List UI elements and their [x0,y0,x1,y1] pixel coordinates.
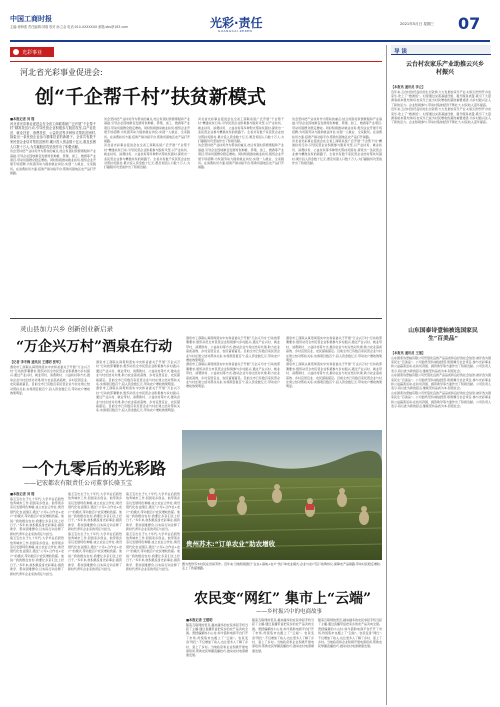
sidebar-label: 导 读 [394,48,407,55]
bottom-left-article [10,456,180,706]
bl-body-2b: 骆玉宝出生于九十年代,大学毕业后毅然放弃城市工作,回到家乡创业。他带领乡亲们发展特色种植,成立农业合作社,建设现代化农业园区,通过“公司+合作社+农户”的模式,带动数百户农民增收致富。他说:“我的根在农村,我要让乡亲们过上好日子。”多年来,他积极投身光彩事业,捐资助学、帮扶困难群众,以实际行动诠释了新时代青年企业家的责任与担当。 [68,531,122,571]
sidebar-story2-body-c: 山东国泰诗壹轴有限公司凭借优良的产品品质和良好的社会信誉,被评选为国家民生“百美品”。公司始终坚持诚信经营,积极履行社会责任,参与光彩事业和公益慈善活动,在扶贫济困、捐资助学等方面作出了积极贡献。公司负责人表示,将以此为新的起点,继续坚持品质为本,回报社会。 [391,390,491,409]
photo-caption: 图为贵州苏木村民在田间劳作。近年来,当地积极推行“企业+基地+农户”的订单农业模式,企业与农户签订收购协议,保障农产品销路,带动村民稳定增收,走上了致富道路。 [182,562,381,571]
bl-col-1 [10,492,64,704]
sidebar-story2-byline: 【本报讯 通讯员 王强】 [391,351,426,355]
bl-sub: ——记宏都农有限责任公司董事长骆玉宝 [24,480,133,487]
middle-body-col3b: 酒泉市工商联认真贯彻落实中央和省委关于开展“万企兴万村”行动的部署要求,组织动员全市民营企业积极参与乡村振兴,通过产业兴村、就业带村、消费助村、公益扶村等方式,推动企业与村庄结对共建,助力农业高质高效、乡村宜居宜业、农民富裕富足。目前全市已有数百家民营企业与村庄建立结对帮扶关系,实施项目数百个,投入资金数亿元,带动农户增收效果明显。 [186,362,280,389]
br-body-2: 随着互联网的普及,越来越多的农民拿起手机当起了主播,通过直播带货把家乡的农产品卖向全国。曾经偏僻的小山村,如今借助电商平台打开了市场,传统集市也搬上了“云端”。农民变身“网红”,不仅增加了收入,也让更多人了解了乡村、爱上了乡村。当地政府和企业积极开展电商培训,帮助农民掌握直播技巧,推动农村电商健康发展。 [252,618,314,653]
br-col-1 [186,618,248,706]
top-body-a-col3: 河北省光彩事业促进会在全省工商联系统广泛开展“千企帮千村”精准扶贫行动,引导民营企业积极参与脱贫攻坚,以产业扶贫、就业扶贫、消费扶贫、公益扶贫等多种形式帮扶贫困村,探索出一条民营企业参与精准扶贫的新路子。全省共有数千家民营企业结对帮扶贫困村,累计投入资金数十亿元,惠及贫困人口数十万人,为打赢脱贫攻坚战作出了积极贡献。 [198,117,284,144]
sidebar-story2-body: 山东国泰诗壹轴有限公司凭借优良的产品品质和良好的社会信誉,被评选为国家民生“百美品”。公司始终坚持诚信经营,积极履行社会责任,参与光彩事业和公益慈善活动,在扶贫济困、捐资助学等方面作出了积极贡献。公司负责人表示,将以此为新的起点,继续坚持品质为本,回报社会。 [391,355,491,373]
bl-col-3 [126,492,180,704]
sidebar-header [391,45,491,55]
masthead-info: 主编:徐海燕 责任编辑:刘翔 校对:孙立金 电话:010-XXXXXXX 邮箱:zbs@163.com [10,25,129,29]
middle-byline: 【记者 李冬梅 通讯员 王建明 张华】 [10,360,63,364]
top-col-4 [292,117,382,300]
top-body-b-col2: 该会坚持把产业扶贫作为帮扶的重点,结合贫困村资源禀赋和产业基础,引导企业因地制宜发展特色种植、养殖、加工、旅游等产业项目,带动贫困群众稳定增收。同时积极推动就业扶贫,组织企业开展专场招聘,为贫困劳动力提供就业岗位,实现一人就业、全家脱贫。在消费扶贫方面,搭建产销对接平台,帮助贫困地区农产品打开销路。 [104,117,190,144]
sidebar-story2 [391,351,491,701]
sidebar-story1-byline: 【本报讯 通讯员 李立】 [391,85,426,89]
middle-headline: “万企兴万村”酒泉在行动 [16,339,173,355]
masthead-rule [10,40,490,42]
sidebar-story1-body-b: 近年来,云台村依托良好的生态资源,大力发展农家乐产业,村民们纷纷开办农家乐,吃上了“旅游饭”。村里通过完善基础设施、提升服务质量,吸引了大量游客前来观光休闲,农家乐已成为村民增收致富的重要途径,为乡村振兴注入了新的活力。企业积极参与,带动村集体经济不断壮大,村民收入逐年提高。 [391,107,491,125]
br-byline: ■本报记者 王建明 [186,618,213,622]
tag-icon [13,49,19,55]
bl-body-1b: 骆玉宝出生于九十年代,大学毕业后毅然放弃城市工作,回到家乡创业。他带领乡亲们发展特色种植,成立农业合作社,建设现代化农业园区,通过“公司+合作社+农户”的模式,带动数百户农民增收致富。他说:“我的根在农村,我要让乡亲们过上好日子。”多年来,他积极投身光彩事业,捐资助学、帮扶困难群众,以实际行动诠释了新时代青年企业家的责任与担当。 [10,536,64,576]
top-headline: 创“千企帮千村”扶贫新模式 [35,86,266,108]
news-photo [182,430,382,560]
sidebar [391,45,491,705]
br-col-2 [252,618,314,706]
bl-body-3: 骆玉宝出生于九十年代,大学毕业后毅然放弃城市工作,回到家乡创业。他带领乡亲们发展特色种植,成立农业合作社,建设现代化农业园区,通过“公司+合作社+农户”的模式,带动数百户农民增收致富。他说:“我的根在农村,我要让乡亲们过上好日子。”多年来,他积极投身光彩事业,捐资助学、帮扶困难群众,以实际行动诠释了新时代青年企业家的责任与担当。 [126,492,180,532]
bl-body: 骆玉宝出生于九十年代,大学毕业后毅然放弃城市工作,回到家乡创业。他带领乡亲们发展特色种植,成立农业合作社,建设现代化农业园区,通过“公司+合作社+农户”的模式,带动数百户农民增收致富。他说:“我的根在农村,我要让乡亲们过上好日子。”多年来,他积极投身光彩事业,捐资助学、帮扶困难群众,以实际行动诠释了新时代青年企业家的责任与担当。 [10,496,64,536]
br-col-3 [318,618,382,706]
top-body-a-col2: 河北省光彩事业促进会在全省工商联系统广泛开展“千企帮千村”精准扶贫行动,引导民营企业积极参与脱贫攻坚,以产业扶贫、就业扶贫、消费扶贫、公益扶贫等多种形式帮扶贫困村,探索出一条民营企业参与精准扶贫的新路子。全省共有数千家民营企业结对帮扶贫困村,累计投入资金数十亿元,惠及贫困人口数十万人,为打赢脱贫攻坚战作出了积极贡献。 [104,143,190,170]
middle-col-1 [10,360,90,452]
sidebar-divider [386,45,387,705]
br-sub: ——乡村振兴中的电商故事 [256,609,323,615]
middle-col-2 [96,360,180,452]
bl-headline: 一个九零后的光彩路 [22,459,167,478]
middle-body-col4b: 酒泉市工商联认真贯彻落实中央和省委关于开展“万企兴万村”行动的部署要求,组织动员全市民营企业积极参与乡村振兴,通过产业兴村、就业带村、消费助村、公益扶村等方式,推动企业与村庄结对共建,助力农业高质高效、乡村宜居宜业、农民富裕富足。目前全市已有数百家民营企业与村庄建立结对帮扶关系,实施项目数百个,投入资金数亿元,带动农户增收效果明显。 [286,362,382,389]
bl-body-2: 骆玉宝出生于九十年代,大学毕业后毅然放弃城市工作,回到家乡创业。他带领乡亲们发展特色种植,成立农业合作社,建设现代化农业园区,通过“公司+合作社+农户”的模式,带动数百户农民增收致富。他说:“我的根在农村,我要让乡亲们过上好日子。”多年来,他积极投身光彩事业,捐资助学、帮扶困难群众,以实际行动诠释了新时代青年企业家的责任与担当。 [68,492,122,532]
br-body-3: 随着互联网的普及,越来越多的农民拿起手机当起了主播,通过直播带货把家乡的农产品卖向全国。曾经偏僻的小山村,如今借助电商平台打开了市场,传统集市也搬上了“云端”。农民变身“网红”,不仅增加了收入,也让更多人了解了乡村、爱上了乡村。当地政府和企业积极开展电商培训,帮助农民掌握直播技巧,推动农村电商健康发展。 [318,618,382,649]
photo-title: 贵州苏木:“订单农业”助农增收 [186,540,276,548]
br-headline: 农民变“网红” 集市上“云端” [194,591,372,607]
section-title: 光彩·责任 [210,16,263,30]
sidebar-story2-headline: 山东国泰诗壹轴被选国家民生“百美品” [408,328,478,342]
paper-name: 中国工商时报 [10,15,52,23]
top-col-1 [10,117,96,300]
bl-col-2 [68,492,122,704]
middle-body: 酒泉市工商联认真贯彻落实中央和省委关于开展“万企兴万村”行动的部署要求,组织动员全市民营企业积极参与乡村振兴,通过产业兴村、就业带村、消费助村、公益扶村等方式,推动企业与村庄结对共建,助力农业高质高效、乡村宜居宜业、农民富裕富足。目前全市已有数百家民营企业与村庄建立结对帮扶关系,实施项目数百个,投入资金数亿元,带动农户增收效果明显。 [10,364,90,396]
top-body-a: 河北省光彩事业促进会在全省工商联系统广泛开展“千企帮千村”精准扶贫行动,引导民营企业积极参与脱贫攻坚,以产业扶贫、就业扶贫、消费扶贫、公益扶贫等多种形式帮扶贫困村,探索出一条民营企业参与精准扶贫的新路子。全省共有数千家民营企业结对帮扶贫困村,累计投入资金数十亿元,惠及贫困人口数十万人,为打赢脱贫攻坚战作出了积极贡献。 [10,121,96,149]
bottom-right-article [186,588,382,706]
middle-col-4 [286,336,382,426]
top-byline: ■本报记者 刘 翔 [10,117,35,121]
middle-kicker: 灵山县加力兴乡 创新创业新启录 [20,325,114,333]
sidebar-story1 [391,85,491,315]
middle-body-col4: 酒泉市工商联认真贯彻落实中央和省委关于开展“万企兴万村”行动的部署要求,组织动员全市民营企业积极参与乡村振兴,通过产业兴村、就业带村、消费助村、公益扶村等方式,推动企业与村庄结对共建,助力农业高质高效、乡村宜居宜业、农民富裕富足。目前全市已有数百家民营企业与村庄建立结对帮扶关系,实施项目数百个,投入资金数亿元,带动农户增收效果明显。 [286,336,382,363]
bl-body-3b: 骆玉宝出生于九十年代,大学毕业后毅然放弃城市工作,回到家乡创业。他带领乡亲们发展特色种植,成立农业合作社,建设现代化农业园区,通过“公司+合作社+农户”的模式,带动数百户农民增收致富。他说:“我的根在农村,我要让乡亲们过上好日子。”多年来,他积极投身光彩事业,捐资助学、帮扶困难群众,以实际行动诠释了新时代青年企业家的责任与担当。 [126,531,180,571]
bl-byline: ■本报记者 刘 翔 [10,492,35,496]
top-body-b-col4: 该会坚持把产业扶贫作为帮扶的重点,结合贫困村资源禀赋和产业基础,引导企业因地制宜发展特色种植、养殖、加工、旅游等产业项目,带动贫困群众稳定增收。同时积极推动就业扶贫,组织企业开展专场招聘,为贫困劳动力提供就业岗位,实现一人就业、全家脱贫。在消费扶贫方面,搭建产销对接平台,帮助贫困地区农产品打开销路。 [292,117,382,139]
page-number: 07 [458,14,481,33]
middle-body-col2: 酒泉市工商联认真贯彻落实中央和省委关于开展“万企兴万村”行动的部署要求,组织动员全市民营企业积极参与乡村振兴,通过产业兴村、就业带村、消费助村、公益扶村等方式,推动企业与村庄结对共建,助力农业高质高效、乡村宜居宜业、农民富裕富足。目前全市已有数百家民营企业与村庄建立结对帮扶关系,实施项目数百个,投入资金数亿元,带动农户增收效果明显。 [96,360,180,387]
top-kicker: 河北省光彩事业促进会: [20,68,103,77]
middle-body-col3: 酒泉市工商联认真贯彻落实中央和省委关于开展“万企兴万村”行动的部署要求,组织动员全市民营企业积极参与乡村振兴,通过产业兴村、就业带村、消费助村、公益扶村等方式,推动企业与村庄结对共建,助力农业高质高效、乡村宜居宜业、农民富裕富足。目前全市已有数百家民营企业与村庄建立结对帮扶关系,实施项目数百个,投入资金数亿元,带动农户增收效果明显。 [186,336,280,363]
middle-col-3 [186,336,280,426]
top-col-3 [198,117,284,300]
sidebar-story1-headline: 云台村农家乐产业助推云兴乡村振兴 [405,61,484,76]
middle-article [10,322,180,452]
br-body: 随着互联网的普及,越来越多的农民拿起手机当起了主播,通过直播带货把家乡的农产品卖向全国。曾经偏僻的小山村,如今借助电商平台打开了市场,传统集市也搬上了“云端”。农民变身“网红”,不仅增加了收入,也让更多人了解了乡村、爱上了乡村。当地政府和企业积极开展电商培训,帮助农民掌握直播技巧,推动农村电商健康发展。 [186,622,248,658]
middle-body-col2b: 酒泉市工商联认真贯彻落实中央和省委关于开展“万企兴万村”行动的部署要求,组织动员全市民营企业积极参与乡村振兴,通过产业兴村、就业带村、消费助村、公益扶村等方式,推动企业与村庄结对共建,助力农业高质高效、乡村宜居宜业、农民富裕富足。目前全市已有数百家民营企业与村庄建立结对帮扶关系,实施项目数百个,投入资金数亿元,带动农户增收效果明显。 [96,386,180,413]
rule [10,61,382,62]
top-col-2 [104,117,190,300]
section-title-en: GUANGCAI·ZEREN [218,29,253,33]
section-tag [10,47,54,57]
sidebar-story1-body: 近年来,云台村依托良好的生态资源,大力发展农家乐产业,村民们纷纷开办农家乐,吃上了“旅游饭”。村里通过完善基础设施、提升服务质量,吸引了大量游客前来观光休闲,农家乐已成为村民增收致富的重要途径,为乡村振兴注入了新的活力。企业积极参与,带动村集体经济不断壮大,村民收入逐年提高。 [391,89,491,107]
divider [10,318,382,319]
top-body-b-col3: 该会坚持把产业扶贫作为帮扶的重点,结合贫困村资源禀赋和产业基础,引导企业因地制宜发展特色种植、养殖、加工、旅游等产业项目,带动贫困群众稳定增收。同时积极推动就业扶贫,组织企业开展专场招聘,为贫困劳动力提供就业岗位,实现一人就业、全家脱贫。在消费扶贫方面,搭建产销对接平台,帮助贫困地区农产品打开销路。 [198,143,284,170]
tag-label: 光彩事业 [22,49,43,56]
top-body-b: 该会坚持把产业扶贫作为帮扶的重点,结合贫困村资源禀赋和产业基础,引导企业因地制宜发展特色种植、养殖、加工、旅游等产业项目,带动贫困群众稳定增收。同时积极推动就业扶贫,组织企业开展专场招聘,为贫困劳动力提供就业岗位,实现一人就业、全家脱贫。在消费扶贫方面,搭建产销对接平台,帮助贫困地区农产品打开销路。 [10,149,96,176]
issue-date: 2021年5月日 星期三 [400,22,435,26]
top-article [10,45,382,300]
sidebar-story2-body-b: 山东国泰诗壹轴有限公司凭借优良的产品品质和良好的社会信誉,被评选为国家民生“百美品”。公司始终坚持诚信经营,积极履行社会责任,参与光彩事业和公益慈善活动,在扶贫济困、捐资助学等方面作出了积极贡献。公司负责人表示,将以此为新的起点,继续坚持品质为本,回报社会。 [391,373,491,391]
top-body-a-col4: 河北省光彩事业促进会在全省工商联系统广泛开展“千企帮千村”精准扶贫行动,引导民营企业积极参与脱贫攻坚,以产业扶贫、就业扶贫、消费扶贫、公益扶贫等多种形式帮扶贫困村,探索出一条民营企业参与精准扶贫的新路子。全省共有数千家民营企业结对帮扶贫困村,累计投入资金数十亿元,惠及贫困人口数十万人,为打赢脱贫攻坚战作出了积极贡献。 [292,139,382,166]
